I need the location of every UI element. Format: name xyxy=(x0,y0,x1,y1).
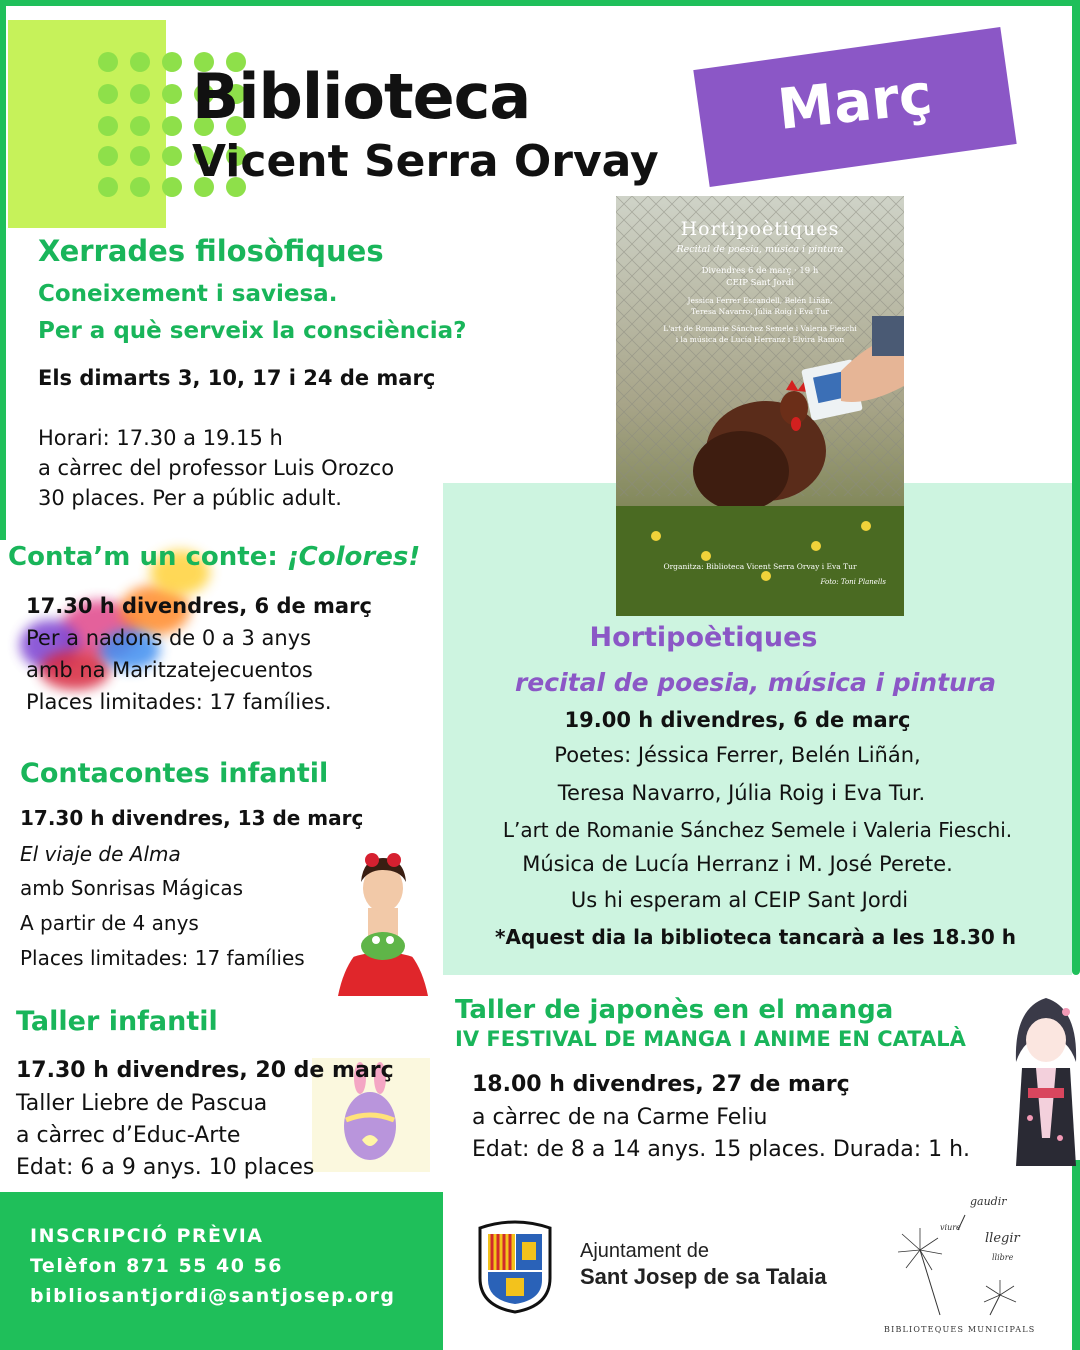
taller-infantil-age: Edat: 6 a 9 anys. 10 places xyxy=(16,1155,315,1180)
logo-word-gaudir: gaudir xyxy=(970,1195,1007,1208)
town-hall-name: Sant Josep de sa Talaia xyxy=(580,1264,827,1289)
municipal-libraries-label: BIBLIOTEQUES MUNICIPALS xyxy=(884,1325,1036,1334)
taller-japones-details: Edat: de 8 a 14 anys. 15 places. Durada: 1 h. xyxy=(472,1137,971,1162)
contacontes-story: El viaje de Alma xyxy=(20,842,181,866)
poster-organizer: Organitza: Biblioteca Vicent Serra Orvay i Eva Tur xyxy=(663,562,857,571)
hortipoetiques-date: 19.00 h divendres, 6 de març xyxy=(564,708,911,732)
month-label: Març xyxy=(774,62,936,143)
xerrades-title: Xerrades filosòfiques xyxy=(38,234,384,268)
right-border xyxy=(1072,0,1080,975)
contacontes-title: Contacontes infantil xyxy=(20,758,329,789)
storyteller-photo xyxy=(328,836,438,996)
xerrades-dates: Els dimarts 3, 10, 17 i 24 de març xyxy=(38,366,436,390)
contacontes-places: Places limitades: 17 famílies xyxy=(20,946,305,970)
contam-places: Places limitades: 17 famílies. xyxy=(26,690,332,714)
poster-subtitle: Recital de poesia, música i pintura xyxy=(676,244,844,255)
hortipoetiques-poster xyxy=(616,196,904,616)
xerrades-subtitle-2: Per a què serveix la consciència? xyxy=(38,318,467,344)
registration-phone[interactable]: Telèfon 871 55 40 56 xyxy=(30,1255,284,1277)
taller-infantil-date: 17.30 h divendres, 20 de març xyxy=(16,1058,394,1083)
library-name: Vicent Serra Orvay xyxy=(192,136,659,187)
poster-background xyxy=(616,196,904,616)
town-coat-of-arms-icon xyxy=(470,1218,560,1314)
taller-infantil-title: Taller infantil xyxy=(16,1006,218,1037)
poster-names-2: Teresa Navarro, Júlia Roig i Eva Tur xyxy=(691,307,829,316)
hortipoetiques-music: Música de Lucía Herranz i M. José Perete. xyxy=(522,852,953,876)
hortipoetiques-venue: Us hi esperam al CEIP Sant Jordi xyxy=(570,888,909,912)
contacontes-age: A partir de 4 anys xyxy=(20,911,199,935)
left-border xyxy=(0,0,6,540)
hortipoetiques-title: Hortipoètiques xyxy=(589,622,818,653)
hortipoetiques-poets-2: Teresa Navarro, Júlia Roig i Eva Tur. xyxy=(557,781,926,805)
taller-japones-date: 18.00 h divendres, 27 de març xyxy=(472,1072,850,1097)
poster-date: Divendres 6 de març · 19 h xyxy=(701,266,819,276)
hortipoetiques-poets-1: Poetes: Jéssica Ferrer, Belén Liñán, xyxy=(554,743,921,767)
logo-word-llibre: llibre xyxy=(992,1253,1014,1262)
xerrades-places: 30 places. Per a públic adult. xyxy=(38,486,342,510)
library-title: Biblioteca xyxy=(192,60,531,133)
contam-age: Per a nadons de 0 a 3 anys xyxy=(26,626,312,650)
poster-photo-credit: Foto: Toni Planells xyxy=(820,578,886,586)
taller-japones-title: Taller de japonès en el manga xyxy=(455,995,894,1025)
town-hall-label: Ajuntament de xyxy=(580,1240,709,1262)
poster-title: Hortipoètiques xyxy=(680,218,840,240)
hortipoetiques-art: L’art de Romanie Sánchez Semele i Valeria Fieschi. xyxy=(502,818,1013,842)
logo-word-viure: viure xyxy=(940,1223,961,1232)
contam-date: 17.30 h divendres, 6 de març xyxy=(26,594,372,618)
registration-email[interactable]: bibliosantjordi@santjosep.org xyxy=(30,1285,396,1307)
xerrades-subtitle-1: Coneixement i saviesa. xyxy=(38,281,338,307)
manga-festival-subtitle: IV FESTIVAL DE MANGA I ANIME EN CATALÀ xyxy=(455,1027,966,1051)
taller-infantil-host: a càrrec d’Educ-Arte xyxy=(16,1123,241,1148)
top-border xyxy=(0,0,1080,6)
hortipoetiques-subtitle: recital de poesia, música i pintura xyxy=(514,668,997,697)
poster-names-1: Jessica Ferrer Escandell, Belén Liñán, xyxy=(687,296,833,305)
poster-art-2: i la música de Lucía Herranz i Elvira Ramon xyxy=(675,335,845,344)
right-border-lower xyxy=(1072,1160,1080,1350)
dandelion-logo-icon xyxy=(880,1190,1050,1320)
taller-infantil-activity: Taller Liebre de Pascua xyxy=(16,1091,268,1116)
xerrades-schedule: Horari: 17.30 a 19.15 h xyxy=(38,426,283,450)
poster-art-1: L'art de Romanie Sánchez Semele i Valeria Fieschi xyxy=(663,324,857,333)
contacontes-date: 17.30 h divendres, 13 de març xyxy=(20,806,364,830)
poster-place: CEIP Sant Jordi xyxy=(726,278,794,288)
hortipoetiques-closing-note: *Aquest dia la biblioteca tancarà a les 18.30 h xyxy=(495,925,1016,949)
xerrades-speaker: a càrrec del professor Luis Orozco xyxy=(38,456,395,480)
registration-label: INSCRIPCIÓ PRÈVIA xyxy=(30,1225,264,1247)
contacontes-performer: amb Sonrisas Mágicas xyxy=(20,876,244,900)
manga-character-illustration xyxy=(1010,988,1080,1170)
contam-title: Conta’m un conte: ¡Colores! xyxy=(8,542,421,572)
logo-word-llegir: llegir xyxy=(985,1231,1020,1246)
taller-japones-host: a càrrec de na Carme Feliu xyxy=(472,1105,768,1130)
contam-performer: amb na Maritzatejecuentos xyxy=(26,658,313,682)
